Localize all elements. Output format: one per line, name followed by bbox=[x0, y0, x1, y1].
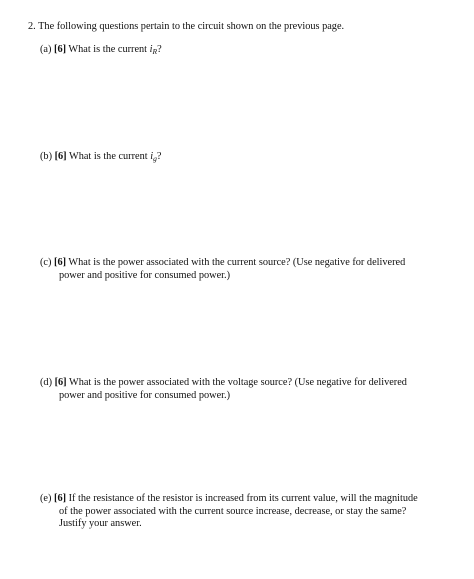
question-label: (b) bbox=[40, 151, 53, 162]
question-points: [6] bbox=[54, 257, 67, 268]
question-e bbox=[40, 493, 430, 531]
question-label: (e) bbox=[40, 493, 52, 504]
question-text: What is the power associated with the voltage source? (Use negative for delivered bbox=[69, 377, 407, 388]
question-a bbox=[40, 44, 430, 57]
question-c-line-1 bbox=[40, 257, 430, 270]
problem-number: 2. bbox=[28, 21, 36, 32]
question-d-line-1 bbox=[40, 377, 430, 390]
question-label: (a) bbox=[40, 44, 52, 55]
current-variable: i bbox=[150, 151, 154, 162]
question-points: [6] bbox=[54, 151, 67, 162]
question-e-line-1 bbox=[40, 493, 430, 506]
question-points: [6] bbox=[54, 44, 67, 55]
question-text: If the resistance of the resistor is increased from its current value, will the magnitude bbox=[68, 493, 418, 504]
question-points: [6] bbox=[54, 493, 67, 504]
question-c bbox=[40, 257, 430, 282]
question-d-line-2: power and positive for consumed power.) bbox=[59, 389, 230, 401]
question-text: What is the power associated with the current source? (Use negative for delivered bbox=[68, 257, 406, 268]
question-b-line-1 bbox=[40, 151, 430, 164]
question-a-line-1 bbox=[40, 44, 430, 57]
question-text: What is the current bbox=[69, 151, 151, 162]
question-e-line-2: of the power associated with the current source increase, decrease, or stay the same? bbox=[59, 505, 407, 517]
current-variable-subscript: g bbox=[153, 154, 157, 163]
question-tail: ? bbox=[157, 44, 162, 55]
problem-header bbox=[28, 20, 448, 33]
question-b bbox=[40, 151, 430, 164]
current-variable-subscript: R bbox=[152, 47, 158, 56]
question-tail: ? bbox=[156, 151, 162, 162]
question-label: (c) bbox=[40, 257, 52, 268]
current-variable: i bbox=[149, 44, 153, 55]
question-c-line-2: power and positive for consumed power.) bbox=[59, 269, 230, 281]
question-label: (d) bbox=[40, 377, 53, 388]
question-text: What is the current bbox=[68, 44, 150, 55]
question-e-line-3: Justify your answer. bbox=[59, 518, 142, 530]
question-d bbox=[40, 377, 430, 402]
question-points: [6] bbox=[54, 377, 67, 388]
problem-intro: The following questions pertain to the circuit shown on the previous page. bbox=[38, 21, 345, 32]
